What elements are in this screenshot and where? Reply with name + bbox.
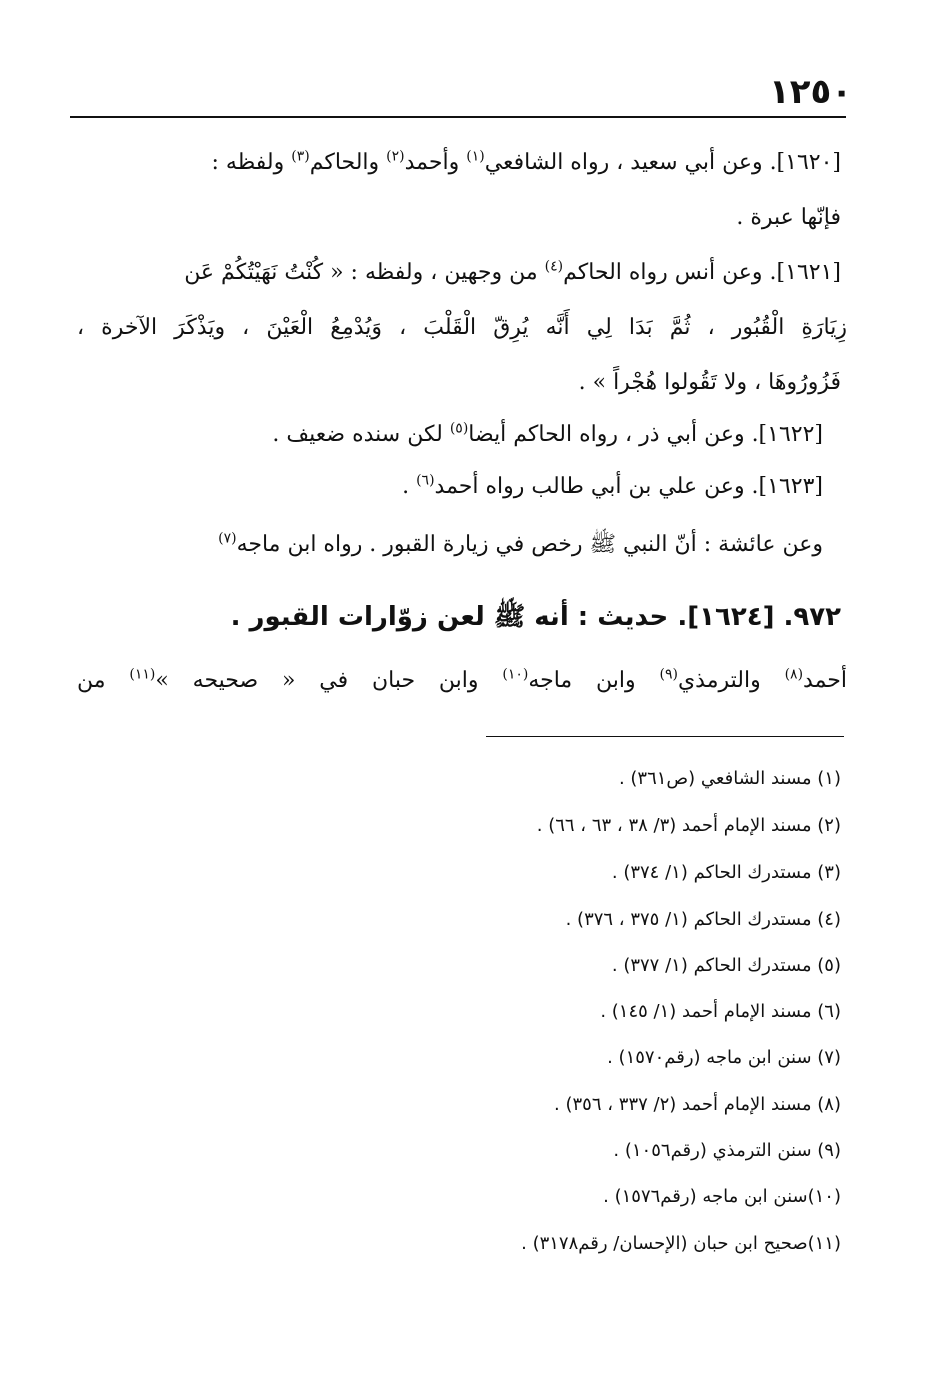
hadith-1621-line-1: [١٦٢١]. وعن أنس رواه الحاكم$^{(٤)}$ من وجهين ، ولفظه : « كُنْتُ نَهَيْتُكُمْ عَن: [184, 258, 841, 285]
footnote-10: (١٠)سنن ابن ماجه (رقم١٥٧٦) .: [603, 1186, 841, 1207]
footnote-separator: [486, 736, 844, 737]
hadith-972-heading: ٩٧٢. [١٦٢٤]. حديث : أنه ﷺ لعن زوّارات القبور .: [230, 602, 841, 632]
footnote-1: (١) مسند الشافعي (ص٣٦١) .: [618, 768, 841, 789]
footnote-2: (٢) مسند الإمام أحمد (٣/ ٣٨ ، ٦٣ ، ٦٦) .: [536, 815, 841, 836]
hadith-1622: [١٦٢٢]. وعن أبي ذر ، رواه الحاكم أيضا$^{(٥)}$ لكن سنده ضعيف .: [272, 420, 823, 447]
hadith-1621-line-2: زِيَارَةِ الْقُبُور ، ثُمَّ بَدَا لِي أَنَّه يُرِقّ الْقَلْبَ ، وَيُدْمِعُ الْعَيْنَ ، ويَذْكَرَ الآخرة ،: [77, 315, 847, 340]
hadith-1623: [١٦٢٣]. وعن علي بن أبي طالب رواه أحمد$^{(٦)}$ .: [402, 472, 823, 499]
footnote-7: (٧) سنن ابن ماجه (رقم١٥٧٠) .: [607, 1047, 841, 1068]
hadith-972-sources: أحمد$^{(٨)}$ والترمذي$^{(٩)}$ وابن ماجه$^{(١٠)}$ وابن حبان في « صحيحه »$^{(١١)}$ من: [77, 666, 848, 693]
footnote-5: (٥) مستدرك الحاكم (١/ ٣٧٧) .: [611, 955, 841, 976]
hadith-1620-line-1: [١٦٢٠]. وعن أبي سعيد ، رواه الشافعي$^{(١)}$ وأحمد$^{(٢)}$ والحاكم$^{(٣)}$ ولفظه :: [211, 148, 841, 175]
footnote-4: (٤) مستدرك الحاكم (١/ ٣٧٥ ، ٣٧٦) .: [565, 909, 841, 930]
footnote-8: (٨) مسند الإمام أحمد (٢/ ٣٣٧ ، ٣٥٦) .: [554, 1094, 841, 1115]
footnote-6: (٦) مسند الإمام أحمد (١/ ١٤٥) .: [600, 1001, 841, 1022]
footnote-11: (١١)صحيح ابن حبان (الإحسان/ رقم٣١٧٨) .: [521, 1233, 841, 1254]
page-number: ١٢٥٠: [768, 72, 852, 112]
hadith-1621-line-3: فَزُورُوهَا ، ولا تَقُولوا هُجْراً » .: [578, 370, 841, 395]
footnote-3: (٣) مستدرك الحاكم (١/ ٣٧٤) .: [611, 862, 841, 883]
header-rule: [70, 116, 846, 118]
footnote-9: (٩) سنن الترمذي (رقم١٠٥٦) .: [613, 1140, 841, 1161]
aisha-narration: وعن عائشة : أنّ النبي ﷺ رخص في زيارة القبور . رواه ابن ماجه$^{(٧)}$: [218, 530, 823, 557]
hadith-1620-line-2: فإنّها عبرة .: [736, 205, 841, 230]
